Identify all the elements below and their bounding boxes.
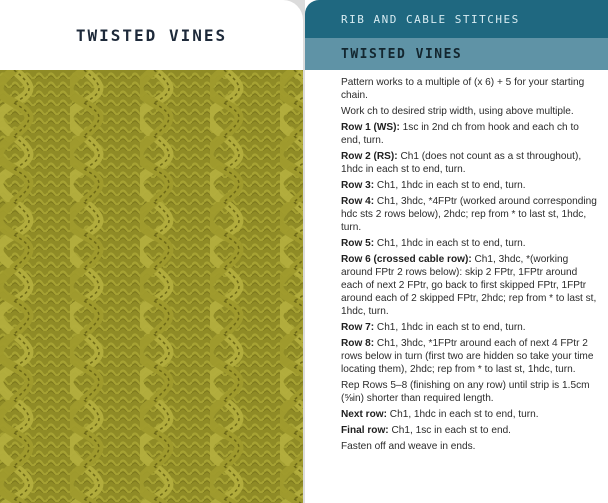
row-label: Row 3: (341, 179, 375, 191)
instruction-line (341, 150, 601, 176)
category-label: RIB AND CABLE STITCHES (341, 12, 520, 26)
instruction-line (341, 105, 601, 118)
row-label: Row 4: (341, 195, 375, 207)
row-text: Ch1 (does not count as a st throughout), 1hdc in each st to end, turn. (341, 150, 582, 175)
title-band (305, 38, 608, 70)
row-label: Row 1 (WS): (341, 121, 400, 133)
instruction-line (341, 337, 601, 377)
instruction-line (341, 195, 601, 235)
row-text: 1sc in 2nd ch from hook and each ch to end, turn. (341, 121, 579, 146)
row-label: Final row: (341, 425, 389, 436)
row-text: Ch1, 3hdc, *(working around FPtr 2 rows below): skip 2 FPtr, 1FPtr around each of next 2 FPtr, go back to first skipped FPtr, 1FPtr around each of 2 skipped FPtr, 2hdc; rep from * to last st, 1hdc, turn. (341, 253, 597, 318)
instruction-line (341, 237, 601, 250)
pattern-instructions (341, 76, 601, 456)
row-label: Row 8: (341, 338, 375, 349)
row-text: Ch1, 1hdc in each st to end, turn. (387, 409, 539, 421)
row-label: Row 7: (341, 322, 375, 334)
swatch-title: TWISTED VINES (75, 25, 228, 45)
row-label: Row 2 (RS): (341, 150, 398, 162)
instruction-line (341, 321, 601, 334)
row-text: Ch1, 1hdc in each st to end, turn. (374, 322, 526, 334)
row-text: Work ch to desired strip width, using above multiple. (341, 106, 574, 117)
swatch-card (0, 0, 303, 503)
row-text: Rep Rows 5–8 (finishing on any row) until strip is 1.5cm (⅝in) shorter than required length. (341, 380, 590, 405)
instruction-line (341, 253, 601, 319)
instruction-line (341, 76, 601, 102)
row-label: Next row: (341, 409, 387, 421)
row-text: Pattern works to a multiple of (x 6) + 5 for your starting chain. (341, 77, 585, 102)
row-text: Fasten off and weave in ends. (341, 440, 476, 452)
row-label: Row 5: (341, 237, 375, 249)
instruction-line (341, 379, 601, 405)
swatch-texture (0, 70, 303, 503)
category-band (305, 0, 608, 38)
pattern-card (305, 0, 608, 503)
instruction-line (341, 179, 601, 192)
row-text: Ch1, 1hdc in each st to end, turn. (374, 179, 526, 191)
instruction-line (341, 121, 601, 147)
row-text: Ch1, 1sc in each st to end. (388, 425, 511, 436)
pattern-title: TWISTED VINES (341, 46, 463, 62)
instruction-line (341, 408, 601, 421)
row-label: Row 6 (crossed cable row): (341, 253, 472, 265)
instruction-line (341, 424, 601, 437)
row-text: Ch1, 3hdc, *1FPtr around each of next 4 FPtr 2 rows below in turn (first two are hidden so take your time locating them), 2hdc; rep from * to last st, 1hdc, turn. (341, 338, 594, 376)
instruction-line (341, 440, 601, 453)
row-text: Ch1, 1hdc in each st to end, turn. (374, 237, 526, 249)
crochet-swatch-image (0, 70, 303, 503)
row-text: Ch1, 3hdc, *4FPtr (worked around corresponding hdc sts 2 rows below), 2hdc; rep from * to last st, 1hdc, turn. (341, 195, 597, 233)
